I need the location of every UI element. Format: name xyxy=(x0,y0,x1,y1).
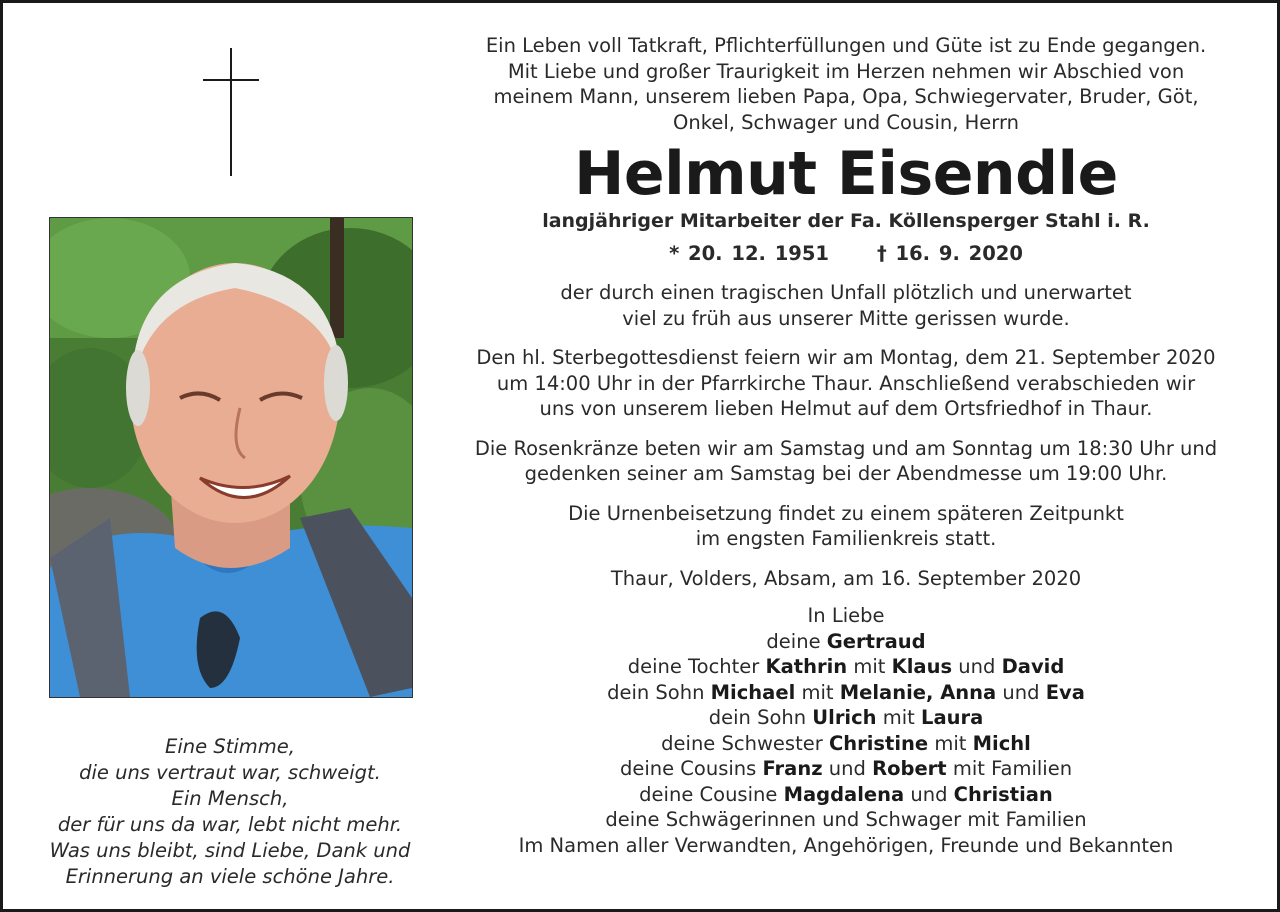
family-relation-text: und xyxy=(822,757,873,780)
intro-line: Mit Liebe und großer Traurigkeit im Herzen nehmen wir Abschied von xyxy=(507,59,1185,83)
family-member-line xyxy=(443,782,1249,808)
family-member-name: Robert xyxy=(872,757,947,780)
service-line: Den hl. Sterbegottesdienst feiern wir am Montag, dem 21. September 2020 xyxy=(476,346,1216,369)
poem-line: Was uns bleibt, sind Liebe, Dank und xyxy=(49,839,411,862)
family-relation-text: deine Cousins xyxy=(619,757,763,780)
family-relation-text: mit xyxy=(928,731,973,755)
circumstance-paragraph xyxy=(443,280,1249,331)
family-relation-text: deine Tochter xyxy=(627,655,766,678)
family-member-name: Christian xyxy=(953,782,1053,806)
family-member-line xyxy=(443,756,1249,782)
family-relation-text: dein Sohn xyxy=(607,680,711,704)
family-member-name: Magdalena xyxy=(783,782,905,806)
intro-line: meinem Mann, unserem lieben Papa, Opa, Schwiegervater, Bruder, Göt, xyxy=(493,85,1199,108)
urn-line: Die Urnenbeisetzung findet zu einem späteren Zeitpunkt xyxy=(568,501,1124,525)
family-member-line xyxy=(443,629,1249,655)
poem-line: der für uns da war, lebt nicht mehr. xyxy=(57,813,403,836)
birth-date: * 20. 12. 1951 xyxy=(669,241,829,265)
rosary-line: Die Rosenkränze beten wir am Samstag und am Sonntag um 18:30 Uhr und xyxy=(474,436,1218,460)
family-relation-text: mit xyxy=(795,680,840,704)
poem-line: Eine Stimme, xyxy=(165,735,295,758)
intro-line: Onkel, Schwager und Cousin, Herrn xyxy=(673,110,1019,134)
family-relation-text: deine Cousine xyxy=(639,782,784,806)
poem-line: Erinnerung an viele schöne Jahre. xyxy=(65,865,395,888)
family-member-line xyxy=(443,833,1249,859)
portrait-photo xyxy=(49,217,413,698)
family-relation-text: mit xyxy=(876,706,922,729)
family-member-name: Michl xyxy=(972,731,1031,755)
family-relation-text: und xyxy=(952,655,1002,678)
family-member-name: Melanie, Anna xyxy=(839,680,997,704)
rosary-line: gedenken seiner am Samstag bei der Abendmesse um 19:00 Uhr. xyxy=(524,462,1168,485)
family-intro: In Liebe xyxy=(807,604,885,627)
family-relation-text: dein Sohn xyxy=(708,706,813,729)
family-relation-text: deine Schwester xyxy=(661,731,829,755)
family-member-line xyxy=(443,731,1249,757)
family-member-name: Eva xyxy=(1045,680,1085,704)
poem-line: die uns vertraut war, schweigt. xyxy=(79,761,381,784)
family-relation-text: deine Schwägerinnen und Schwager mit Familien xyxy=(605,808,1087,831)
service-line: uns von unserem lieben Helmut auf dem Ortsfriedhof in Thaur. xyxy=(539,397,1153,420)
service-line: um 14:00 Uhr in der Pfarrkirche Thaur. Anschließend verabschieden wir xyxy=(496,371,1196,395)
family-member-name: Gertraud xyxy=(826,629,926,653)
place-and-date: Thaur, Volders, Absam, am 16. September 2020 xyxy=(610,566,1082,590)
family-member-name: Kathrin xyxy=(765,655,848,678)
family-member-name: David xyxy=(1001,655,1065,678)
rosary-paragraph xyxy=(443,436,1249,487)
urn-paragraph xyxy=(443,501,1249,552)
circumstance-line: der durch einen tragischen Unfall plötzlich und unerwartet xyxy=(560,281,1132,304)
obituary-text xyxy=(443,33,1249,858)
family-lines xyxy=(443,629,1249,859)
life-dates xyxy=(443,241,1249,267)
family-member-line xyxy=(443,680,1249,706)
family-member-line xyxy=(443,807,1249,833)
family-member-line xyxy=(443,705,1249,731)
cross-icon xyxy=(203,48,259,176)
circumstance-line: viel zu früh aus unserer Mitte gerissen wurde. xyxy=(622,306,1070,330)
family-member-name: Franz xyxy=(762,757,823,780)
family-relation-text: und xyxy=(904,782,954,806)
family-member-name: Christine xyxy=(828,731,929,755)
intro-paragraph xyxy=(443,33,1249,135)
family-relation-text: mit Familien xyxy=(946,757,1073,780)
service-paragraph xyxy=(443,345,1249,422)
memorial-poem xyxy=(23,734,437,890)
family-relation-text: und xyxy=(996,680,1046,704)
family-relation-text: mit xyxy=(847,655,892,678)
family-member-name: Michael xyxy=(710,680,796,704)
family-member-name: Laura xyxy=(921,706,984,729)
family-list xyxy=(443,603,1249,858)
intro-line: Ein Leben voll Tatkraft, Pflichterfüllungen und Güte ist zu Ende gegangen. xyxy=(485,34,1207,57)
family-member-line xyxy=(443,654,1249,680)
family-relation-text: Im Namen aller Verwandten, Angehörigen, Freunde und Bekannten xyxy=(518,833,1174,857)
family-relation-text: deine xyxy=(766,629,827,653)
poem-line: Ein Mensch, xyxy=(171,787,289,810)
deceased-occupation: langjähriger Mitarbeiter der Fa. Köllensperger Stahl i. R. xyxy=(542,210,1150,232)
urn-line: im engsten Familienkreis statt. xyxy=(695,527,997,550)
family-member-name: Klaus xyxy=(891,655,953,678)
family-member-name: Ulrich xyxy=(812,706,877,729)
death-date: † 16. 9. 2020 xyxy=(877,241,1023,265)
deceased-name: Helmut Eisendle xyxy=(574,139,1118,209)
